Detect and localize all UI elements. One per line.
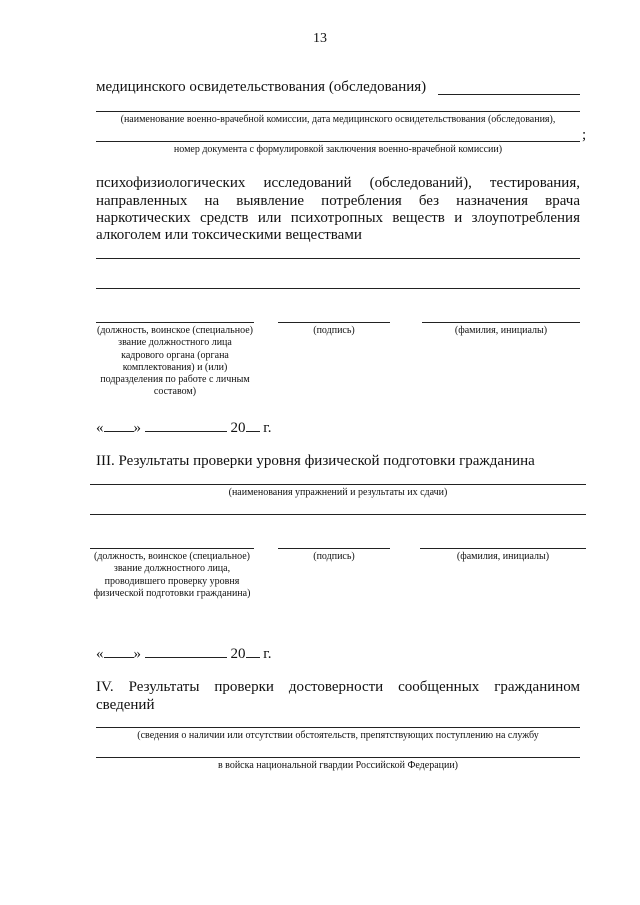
section-4-caption-2: в войска национальной гвардии Российской Федерации) — [217, 760, 459, 771]
sig2-name-line — [420, 548, 586, 549]
sig1-position-caption: (должность, воинское (специальное) звание должностного лица кадрового органа (органа комплектования) и (или) подразделения по работе с личным составом) — [97, 325, 253, 398]
date-2 — [96, 643, 271, 663]
sig2-position-caption: (должность, воинское (специальное) звание должностного лица, проводившего проверку уровня физической подготовки гражданина) — [93, 551, 251, 599]
psych-line-3: наркотических средств или психотропных веществ и злоупотребления — [96, 210, 580, 226]
med-line-1 — [96, 111, 580, 112]
sig2-name-caption: (фамилия, инициалы) — [456, 551, 550, 562]
psych-fill-line-1 — [96, 258, 580, 259]
sig1-name-caption: (фамилия, инициалы) — [454, 325, 548, 336]
date-1-month-blank — [145, 417, 227, 432]
section-4-heading-line-1: IV. Результаты проверки достоверности сообщенных гражданином — [96, 679, 580, 695]
date-2-year-suffix: г. — [263, 646, 272, 662]
psych-fill-line-2 — [96, 288, 580, 289]
section-4-line-1 — [96, 727, 580, 728]
section-3-line-2 — [90, 514, 586, 515]
date-1-close-quote: » — [133, 420, 141, 436]
date-1-open-quote: « — [96, 420, 104, 436]
sig2-signature-caption: (подпись) — [313, 551, 355, 562]
date-2-year-prefix: 20 — [230, 646, 246, 662]
med-semicolon: ; — [582, 127, 587, 143]
med-line-2 — [96, 141, 580, 142]
sig2-position-line — [90, 548, 254, 549]
section-3-line-1 — [90, 484, 586, 485]
date-2-day-blank — [104, 643, 134, 658]
date-1-day-blank — [104, 417, 134, 432]
section-4-heading-line-2: сведений — [96, 697, 155, 713]
date-1-year-prefix: 20 — [230, 420, 246, 436]
sig2-signature-line — [278, 548, 390, 549]
section-4-caption-1: (сведения о наличии или отсутствии обстоятельств, препятствующих поступлению на службу — [137, 730, 539, 741]
page-number: 13 — [313, 31, 327, 46]
date-2-open-quote: « — [96, 646, 104, 662]
sig1-name-line — [422, 322, 580, 323]
date-1-year-suffix: г. — [263, 420, 272, 436]
section-3-caption: (наименования упражнений и результаты их сдачи) — [228, 487, 448, 498]
med-caption-2: номер документа с формулировкой заключения военно-врачебной комиссии) — [173, 144, 503, 155]
sig1-position-line — [96, 322, 254, 323]
sig1-signature-caption: (подпись) — [313, 325, 355, 336]
med-caption-1: (наименование военно-врачебной комиссии, дата медицинского освидетельствования (обследования), — [120, 114, 556, 125]
date-2-close-quote: » — [133, 646, 141, 662]
med-heading-fill-line — [438, 94, 580, 95]
psych-line-1: психофизиологических исследований (обследований), тестирования, — [96, 175, 580, 191]
med-heading: медицинского освидетельствования (обследования) — [96, 79, 427, 95]
psych-line-2: направленных на выявление потребления без назначения врача — [96, 193, 580, 209]
date-2-month-blank — [145, 643, 227, 658]
psych-line-4: алкоголем или токсическими веществами — [96, 227, 362, 243]
date-1 — [96, 417, 271, 437]
date-2-year-blank — [246, 643, 260, 658]
section-4-line-2 — [96, 757, 580, 758]
section-3-heading: III. Результаты проверки уровня физической подготовки гражданина — [96, 453, 535, 469]
sig1-signature-line — [278, 322, 390, 323]
date-1-year-blank — [246, 417, 260, 432]
